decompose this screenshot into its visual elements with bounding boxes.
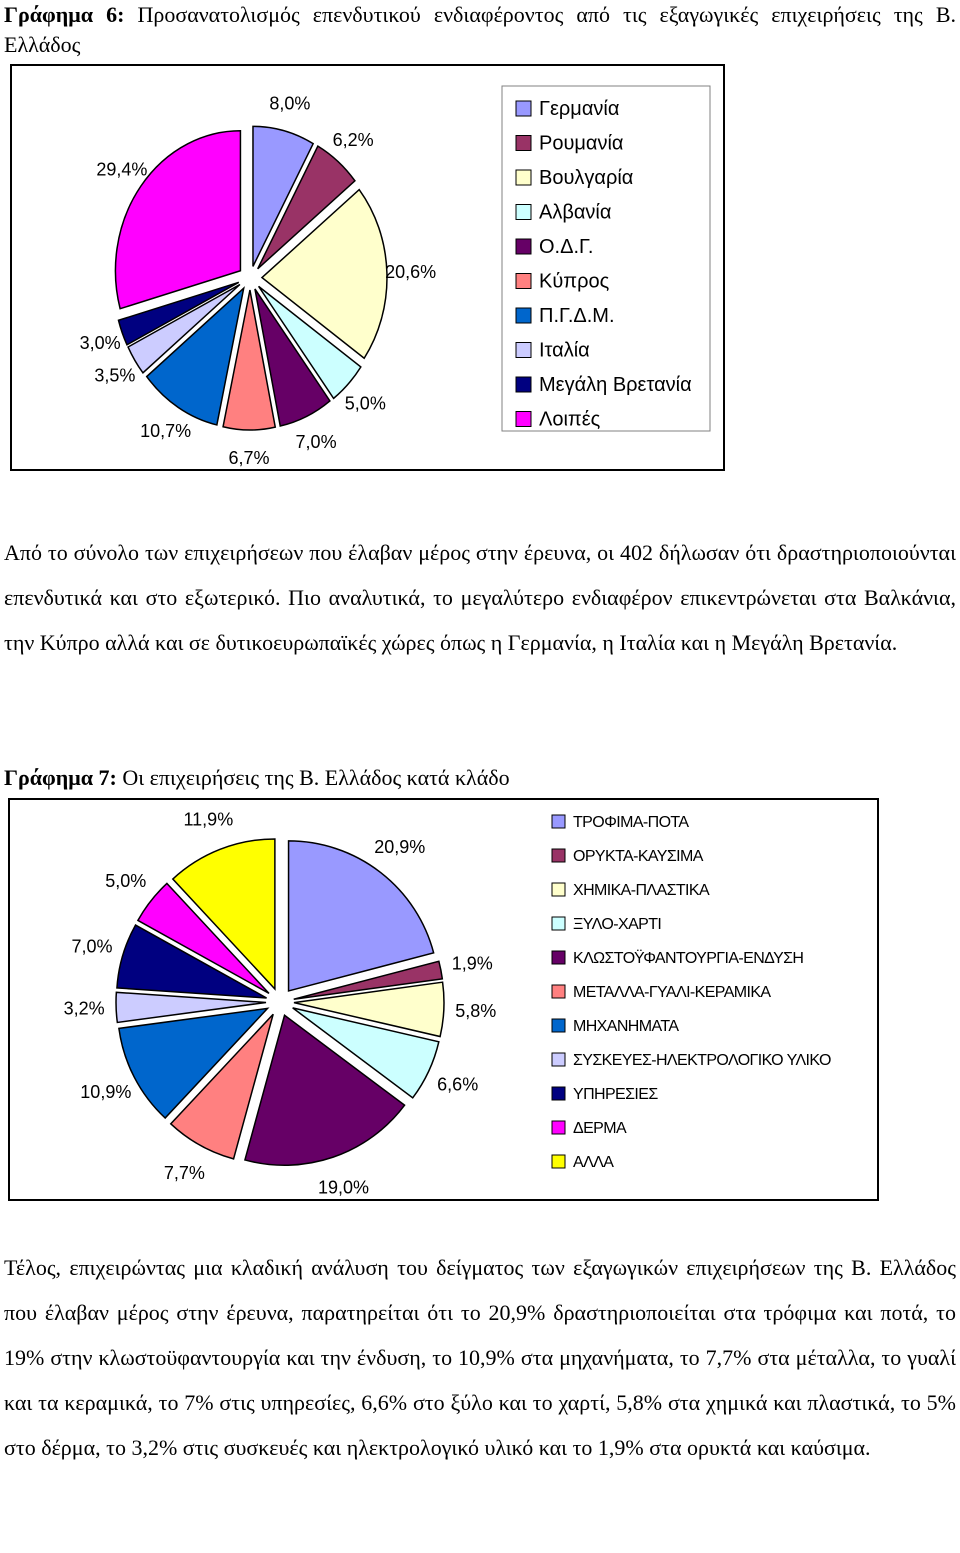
chart-6-legend-label-3: Αλβανία (539, 201, 612, 224)
chart-7-data-label-2: 5,8% (455, 1000, 497, 1021)
chart-6-data-label-4: 7,0% (295, 432, 337, 453)
chart-7-legend-swatch-1 (552, 849, 565, 862)
chart-6-legend-label-8: Μεγάλη Βρετανία (539, 374, 692, 396)
chart-7-data-label-8: 7,0% (71, 936, 113, 957)
chart-7-legend-swatch-0 (552, 815, 565, 828)
chart-7-legend-label-3: ΞΥΛΟ-ΧΑΡΤΙ (573, 916, 662, 933)
chart-6-data-label-0: 8,0% (269, 93, 311, 114)
chart-6-data-label-3: 5,0% (344, 393, 386, 414)
chart-7-legend-swatch-6 (552, 1019, 565, 1032)
chart-7-data-label-5: 7,7% (163, 1163, 205, 1184)
chart-7-legend-label-2: ΧΗΜΙΚΑ-ΠΛΑΣΤΙΚΑ (573, 882, 710, 899)
chart-7-legend-swatch-5 (552, 985, 565, 998)
chart-7-legend-label-6: ΜΗΧΑΝΗΜΑΤΑ (573, 1018, 679, 1035)
chart-7-data-label-9: 5,0% (105, 871, 147, 892)
chart-7-legend-swatch-3 (552, 917, 565, 930)
chart-6-data-label-6: 10,7% (140, 421, 192, 442)
chart-7-data-label-7: 3,2% (63, 998, 105, 1019)
chart-7-data-label-10: 11,9% (183, 809, 234, 830)
figure-6-title: Προσανατολισμός επενδυτικού ενδιαφέροντος από τις εξαγωγικές επιχειρήσεις της Β. Ελλάδος (4, 2, 956, 57)
chart-7-legend-swatch-8 (552, 1087, 565, 1100)
chart-7-data-label-4: 19,0% (318, 1177, 370, 1198)
chart-6-data-label-2: 20,6% (385, 262, 437, 283)
chart-7-data-label-0: 20,9% (374, 836, 426, 857)
chart-7-legend-label-4: ΚΛΩΣΤΟΫΦΑΝΤΟΥΡΓΙΑ-ΕΝΔΥΣΗ (573, 950, 804, 967)
paragraph-investment: Από το σύνολο των επιχειρήσεων που έλαβαν μέρος στην έρευνα, οι 402 δήλωσαν ότι δραστηριοποιούνται επενδυτικά και στο εξωτερικό. Πιο αναλυτικά, το μεγαλύτερο ενδιαφέρον επικεντρώνεται στα Βαλκάνια, την Κύπρο αλλά και σε δυτικοευρωπαϊκές χώρες όπως η Γερμανία, η Ιταλία και η Μεγάλη Βρετανία. (4, 540, 956, 655)
chart-6-legend-label-4: Ο.Δ.Γ. (539, 236, 594, 258)
chart-6-data-label-7: 3,5% (94, 365, 136, 386)
chart-7-legend-swatch-4 (552, 951, 565, 964)
chart-6-data-label-5: 6,7% (228, 447, 270, 468)
chart-7-data-label-3: 6,6% (437, 1074, 479, 1095)
chart-7-legend-swatch-9 (552, 1121, 565, 1134)
paragraph-sectors: Τέλος, επιχειρώντας μια κλαδική ανάλυση του δείγματος των εξαγωγικών επιχειρήσεων της Β. Ελλάδος που έλαβαν μέρος στην έρευνα, παρατηρείται ότι το 20,9% δραστηριοποιείται στα τρόφιμα και ποτά, το 19% στην κλωστοϋφαντουργία και την ένδυση, το 10,9% στα μηχανήματα, το 7,7% στα μέταλλα, το γυαλί και τα κεραμικά, το 7% στις υπηρεσίες, 6,6% στο ξύλο και το χαρτί, 5,8% στα χημικά και πλαστικά, το 5% στο δέρμα, το 3,2% στις συσκευές και ηλεκτρολογικό υλικό και το 1,9% στα ορυκτά και καύσιμα. (4, 1255, 956, 1460)
figure-7-title: Οι επιχειρήσεις της Β. Ελλάδος κατά κλάδο (122, 765, 510, 790)
figure-6-label: Γράφημα 6: (4, 2, 125, 27)
chart-7-legend-label-0: ΤΡΟΦΙΜΑ-ΠΟΤΑ (573, 814, 689, 831)
chart-7-legend-label-1: ΟΡΥΚΤΑ-ΚΑΥΣΙΜΑ (573, 848, 703, 865)
chart-7-legend-swatch-10 (552, 1155, 565, 1168)
chart-7-data-label-1: 1,9% (451, 953, 493, 974)
chart-6-legend-label-5: Κύπρος (539, 270, 610, 293)
chart-7-legend-label-9: ΔΕΡΜΑ (573, 1120, 627, 1137)
chart-7-legend-label-5: ΜΕΤΑΛΛΑ-ΓΥΑΛΙ-ΚΕΡΑΜΙΚΑ (573, 984, 771, 1001)
chart-6-legend-label-6: Π.Γ.Δ.Μ. (539, 305, 615, 327)
chart-6-legend-label-2: Βουλγαρία (539, 167, 634, 189)
chart-6-data-label-8: 3,0% (79, 332, 121, 353)
chart-7-legend-label-7: ΣΥΣΚΕΥΕΣ-ΗΛΕΚΤΡΟΛΟΓΙΚΟ ΥΛΙΚΟ (573, 1052, 831, 1069)
chart-6-legend-label-0: Γερμανία (539, 98, 620, 120)
chart-7-data-label-6: 10,9% (80, 1081, 132, 1102)
chart-6-legend-label-9: Λοιπές (539, 408, 601, 431)
chart-6-legend-label-1: Ρουμανία (539, 132, 624, 155)
figure-7-label: Γράφημα 7: (4, 765, 117, 790)
chart-6-data-label-1: 6,2% (332, 129, 374, 150)
chart-6-data-label-9: 29,4% (96, 159, 148, 180)
chart-7-legend-swatch-7 (552, 1053, 565, 1066)
chart-6-legend-label-7: Ιταλία (539, 339, 590, 362)
chart-7-legend-label-8: ΥΠΗΡΕΣΙΕΣ (573, 1086, 658, 1103)
chart-7-legend-swatch-2 (552, 883, 565, 896)
chart-7-legend-label-10: ΑΛΛΑ (573, 1154, 614, 1171)
